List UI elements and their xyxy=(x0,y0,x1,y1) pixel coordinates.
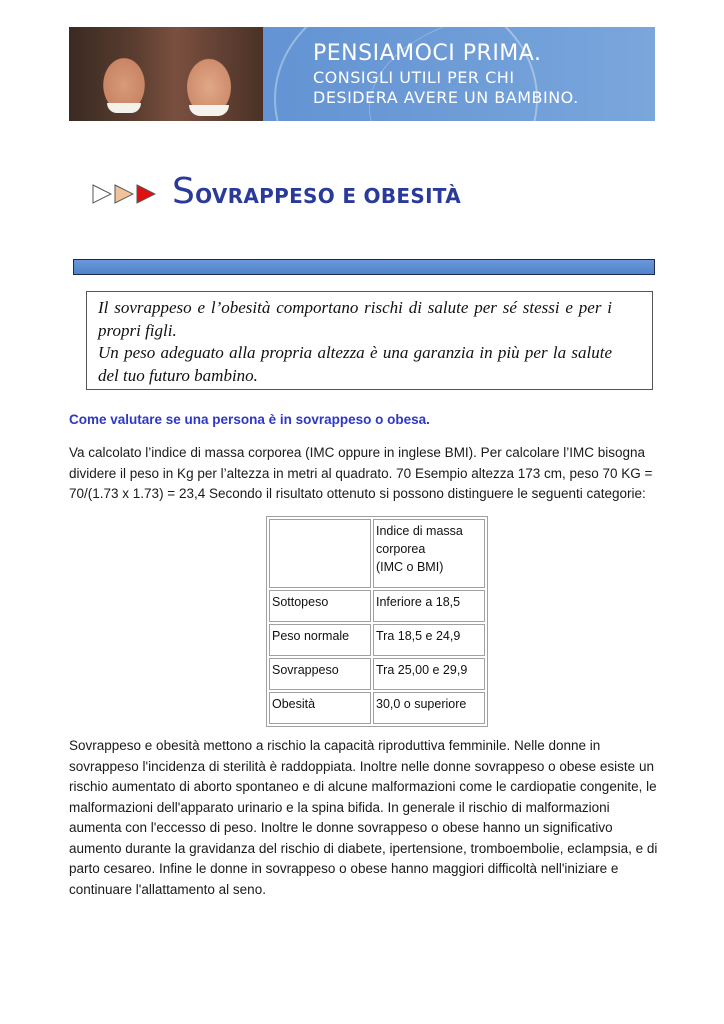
table-cell-value: Tra 25,00 e 29,9 xyxy=(373,658,485,690)
title-rest: OVRAPPESO E OBESITÀ xyxy=(195,184,461,208)
table-cell-category: Sovrappeso xyxy=(269,658,371,690)
table-row xyxy=(269,692,485,724)
banner-subtitle-line1: CONSIGLI UTILI PER CHI xyxy=(313,68,515,87)
title-initial: S xyxy=(172,171,196,212)
quote-line: Il sovrappeso e l’obesità comportano rischi di salute per sé stessi e per i propri figli. xyxy=(98,298,612,340)
divider-bar xyxy=(73,259,655,275)
heading-arrows xyxy=(92,184,158,204)
table-row xyxy=(269,590,485,622)
smile-left xyxy=(107,103,141,113)
banner-subtitle-line2: DESIDERA AVERE UN BAMBINO. xyxy=(313,88,579,107)
table-cell-category: Peso normale xyxy=(269,624,371,656)
quote-box xyxy=(86,291,653,390)
header-text: (IMC o BMI) xyxy=(376,560,444,574)
table-row xyxy=(269,624,485,656)
body-paragraph: Va calcolato l’indice di massa corporea (IMC oppure in inglese BMI). Per calcolare l’IMC bisogna dividere il peso in Kg per l’altezza in metri al quadrato. 70 Esempio altezza 173 cm, peso 70 KG = 70/(1.73 x 1.73) = 23,4 Secondo il risultato ottenuto si possono distinguere le seguenti categorie: xyxy=(69,445,653,501)
table-cell-category: Obesità xyxy=(269,692,371,724)
banner-text xyxy=(313,41,579,107)
table-cell-value: Inferiore a 18,5 xyxy=(373,590,485,622)
page-heading xyxy=(92,170,461,210)
table-cell-value: 30,0 o superiore xyxy=(373,692,485,724)
table-header-cell xyxy=(373,519,485,588)
bmi-table xyxy=(266,516,488,727)
table-header-cell xyxy=(269,519,371,588)
banner-photo-couple xyxy=(69,27,263,121)
page-title xyxy=(172,171,461,212)
quote-line: Un peso adeguato alla propria altezza è una garanzia in più per la salute del tuo futuro bambino. xyxy=(98,343,612,385)
header-text: Indice di massa xyxy=(376,524,463,538)
table-cell-category: Sottopeso xyxy=(269,590,371,622)
banner-title: PENSIAMOCI PRIMA. xyxy=(313,41,542,66)
table-cell-value: Tra 18,5 e 24,9 xyxy=(373,624,485,656)
arrow-icon xyxy=(114,184,134,204)
body-paragraph: Sovrappeso e obesità mettono a rischio la capacità riproduttiva femminile. Nelle donne in sovrappeso l'incidenza di sterilità è raddoppiata. Inoltre nelle donne sovrappeso o obese esiste un rischio aumentato di aborto spontaneo e di alcune malformazioni come le cardiopatie congenite, le malformazioni dell'apparato urinario e la spina bifida. In generale il rischio di malformazioni aumenta con l'eccesso di peso. Inoltre le donne sovrappeso o obese hanno un significativo aumento durante la gravidanza del rischio di diabete, ipertensione, tromboembolie, eclampsia, e di parto cesareo. Infine le donne in sovrappeso o obese hanno maggiori difficoltà nell'iniziare e continuare l'allattamento al seno. xyxy=(69,738,658,897)
arrow-icon xyxy=(92,184,112,204)
smile-right xyxy=(189,105,229,116)
header-text: corporea xyxy=(376,542,426,556)
header-banner xyxy=(69,27,655,121)
table-header-row xyxy=(269,519,485,588)
table-row xyxy=(269,658,485,690)
arrow-icon xyxy=(136,184,156,204)
section-heading: Come valutare se una persona è in sovrappeso o obesa. xyxy=(69,412,430,427)
